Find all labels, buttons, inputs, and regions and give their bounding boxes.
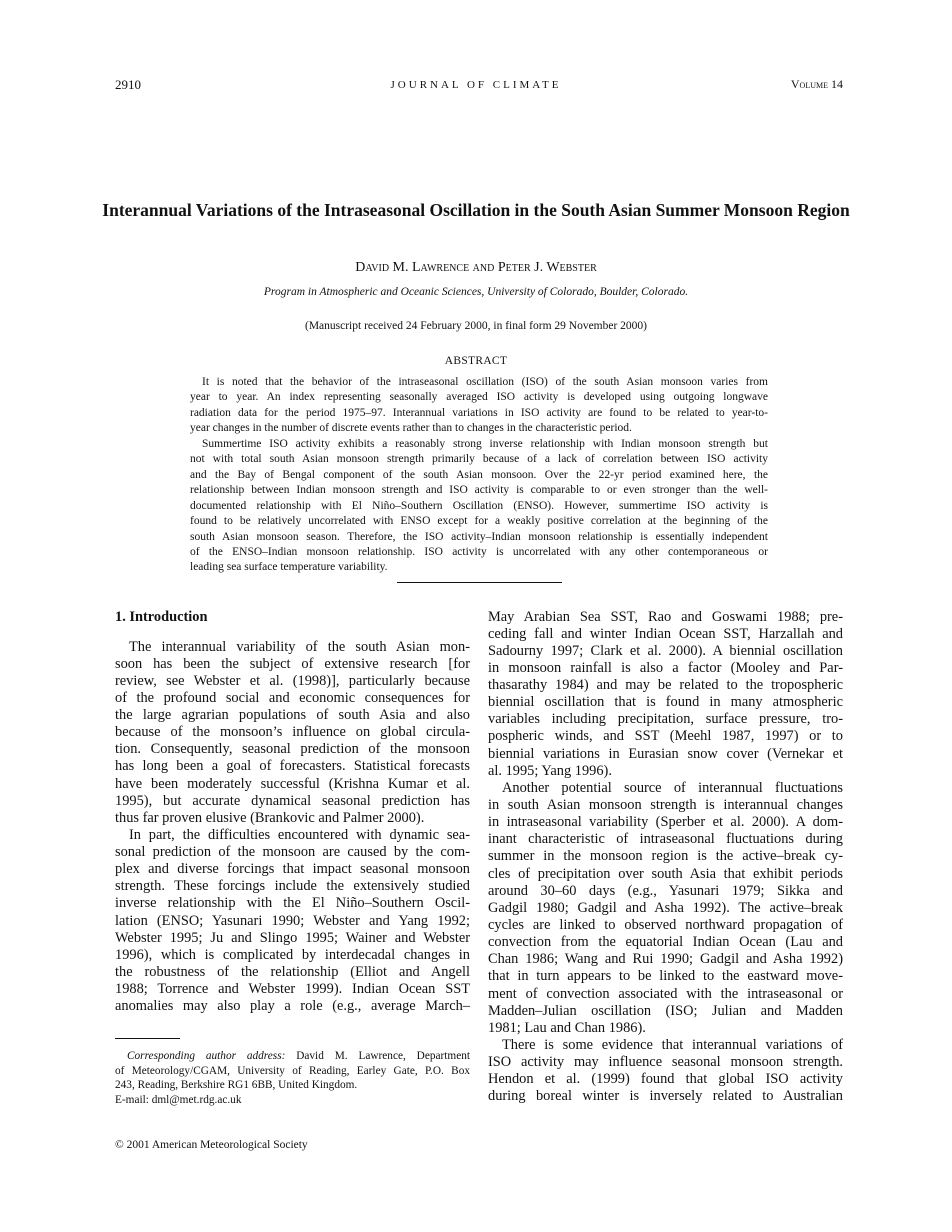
text-line: summer in the monsoon region is the active–break cy- — [488, 848, 843, 865]
text-line: cles of precipitation over south Asia that exhibit periods — [488, 865, 843, 882]
text-line: thus far proven elusive (Brankovic and Palmer 2000). — [115, 809, 425, 826]
footnote-line — [115, 1049, 470, 1064]
text-line: strength. These forcings include the extensively studied — [115, 878, 470, 895]
text-line: biennial variations in Eurasian snow cover (Vernekar et — [488, 745, 843, 762]
footnote-label: Corresponding author address: — [127, 1050, 286, 1062]
text-line: 1996), which is complicated by interdecadal changes in — [115, 946, 470, 963]
text-line: Madden–Julian oscillation (ISO; Julian and Madden — [488, 1002, 843, 1019]
text-line: because of the monsoon’s influence on global circula- — [115, 724, 470, 741]
text-line: There is some evidence that interannual variations of — [502, 1037, 843, 1054]
divider — [397, 582, 562, 583]
text-line: not with total south Asian monsoon strength primarily because of a lack of correlation between ISO activity — [190, 453, 768, 466]
text-line: Chan 1986; Wang and Rui 1990; Gadgil and Asha 1992) — [488, 951, 843, 968]
authors: David M. Lawrence and Peter J. Webster — [355, 260, 597, 275]
text-line: plex and diverse forcings that impact seasonal monsoon — [115, 861, 470, 878]
text-line: leading sea surface temperature variability. — [190, 561, 388, 574]
footnote-line: E-mail: dml@met.rdg.ac.uk — [115, 1094, 242, 1107]
left-column-body — [115, 639, 470, 1016]
text-line: found to be relatively uncorrelated with ENSO except for a weakly positive correlation at the beginning of the — [190, 515, 768, 528]
text-line: biennial oscillation that is found in many atmospheric — [488, 694, 843, 711]
text-line: inverse relationship with the El Niño–Southern Oscil- — [115, 895, 470, 912]
text-line: in intraseasonal variability (Sperber et al. 2000). A dom- — [488, 814, 843, 831]
abstract-heading: ABSTRACT — [444, 355, 508, 367]
text-line: The interannual variability of the south Asian mon- — [129, 638, 470, 655]
manuscript-dates: (Manuscript received 24 February 2000, in final form 29 November 2000) — [304, 320, 648, 332]
text-line: year changes in the number of discrete events rather than to changes in the characteristic period. — [190, 422, 632, 435]
text-line: It is noted that the behavior of the intraseasonal oscillation (ISO) of the south Asian monsoon varies from — [202, 376, 768, 388]
footnote — [115, 1049, 470, 1108]
text-line: Webster 1995; Ju and Slingo 1995; Wainer and Webster — [115, 929, 470, 946]
text-line: during boreal winter is inversely related to Australian — [488, 1088, 843, 1105]
text-line: review, see Webster et al. (1998)], particularly because — [115, 672, 470, 689]
text-line: Hendon et al. (1999) found that global ISO activity — [488, 1071, 843, 1088]
paper-title: Interannual Variations of the Intraseasonal Oscillation in the South Asian Summer Monsoon Region — [102, 200, 850, 220]
text-line: pospheric winds, and SST (Meehl 1987, 1997) or to — [488, 728, 843, 745]
text-line: year to year. An index representing seasonally averaged ISO activity is developed using outgoing longwave — [190, 391, 768, 404]
text-line: that in turn appears to be linked to the eastward move- — [488, 968, 843, 985]
text-line: in south Asian monsoon strength is interannual changes — [488, 797, 843, 814]
affiliation: Program in Atmospheric and Oceanic Sciences, University of Colorado, Boulder, Colorado. — [263, 286, 689, 298]
left-column — [115, 609, 470, 1015]
text-line: al. 1995; Yang 1996). — [488, 762, 612, 779]
text-line: inant characteristic of intraseasonal fluctuations during — [488, 831, 843, 848]
text-line: the robustness of the relationship (Elliot and Angell — [115, 963, 470, 980]
abstract-body — [190, 375, 768, 576]
text-line: soon has been the subject of extensive research [for — [115, 655, 470, 672]
text-line: tion. Consequently, seasonal prediction of the monsoon — [115, 741, 470, 758]
text-line: south Asian monsoon season. Therefore, the ISO activity–Indian monsoon relationship is essentially independent — [190, 530, 768, 543]
text-line: of the ENSO–Indian monsoon relationship. ISO activity is uncorrelated with any other contemporaneous or — [190, 545, 768, 558]
text-line: in monsoon rainfall is also a factor (Mooley and Par- — [488, 659, 843, 676]
text-line: Gadgil 1980; Gadgil and Asha 1992). The active–break — [488, 899, 843, 916]
footnote-divider — [115, 1038, 180, 1039]
text-line: 1981; Lau and Chan 1986). — [488, 1019, 646, 1036]
footnote-line: of Meteorology/CGAM, University of Reading, Earley Gate, P.O. Box — [115, 1064, 470, 1077]
footnote-line: 243, Reading, Berkshire RG1 6BB, United Kingdom. — [115, 1079, 358, 1092]
text-line: documented relationship with El Niño–Southern Oscillation (ENSO). However, summertime ISO activity is — [190, 499, 768, 512]
text-line: May Arabian Sea SST, Rao and Goswami 1988; pre- — [488, 608, 843, 625]
text-line: has long been a goal of forecasters. Statistical forecasts — [115, 758, 470, 775]
journal-name: JOURNAL OF CLIMATE — [390, 79, 562, 91]
text-line: ment of convection associated with the intraseasonal or — [488, 985, 843, 1002]
text-line: and the Bay of Bengal component of the south Asian monsoon. Over the 22-yr period examined here, the — [190, 468, 768, 481]
text-line: variables including precipitation, surface pressure, tro- — [488, 711, 843, 728]
text-line: thasarathy 1984) and may be related to the tropospheric — [488, 677, 843, 694]
text-line: cycles are linked to observed northward propagation of — [488, 917, 843, 934]
text-line: radiation data for the period 1975–97. Interannual variations in ISO activity are found to be related to year-to- — [190, 406, 768, 419]
text-line: convection from the equatorial Indian Ocean (Lau and — [488, 934, 843, 951]
copyright: © 2001 American Meteorological Society — [115, 1139, 308, 1151]
text-line: anomalies may also play a role (e.g., average March– — [115, 998, 470, 1015]
section-heading: 1. Introduction — [115, 609, 208, 625]
text-line: In part, the difficulties encountered with dynamic sea- — [129, 826, 470, 843]
text-line: ISO activity may influence seasonal monsoon strength. — [488, 1054, 843, 1071]
volume-number: Volume 14 — [790, 77, 843, 91]
text-line: relationship between Indian monsoon strength and ISO activity is comparable to or even stronger than the well- — [190, 484, 768, 497]
text-line: 1988; Torrence and Webster 1999). Indian Ocean SST — [115, 981, 470, 997]
text-line: around 30–60 days (e.g., Yasunari 1979; Sikka and — [488, 882, 843, 899]
text-line: ceding fall and winter Indian Ocean SST, Harzallah and — [488, 625, 843, 642]
text-line: sonal prediction of the monsoon are caused by the com- — [115, 844, 470, 860]
right-column — [488, 609, 843, 1106]
text-line: Sadourny 1997; Clark et al. 2000). A biennial oscillation — [488, 642, 843, 659]
page-number: 2910 — [115, 77, 141, 92]
text-line: Summertime ISO activity exhibits a reasonably strong inverse relationship with Indian monsoon strength but — [202, 437, 768, 450]
text-line: lation (ENSO; Yasunari 1990; Webster and Yang 1992; — [115, 912, 470, 929]
text-line: the large agrarian populations of south Asia and also — [115, 707, 470, 723]
text-line: Another potential source of interannual fluctuations — [502, 779, 843, 796]
footnote-text: David M. Lawrence, Department — [285, 1050, 470, 1062]
text-line: have been moderately successful (Krishna Kumar et al. — [115, 775, 470, 792]
text-line: 1995), but accurate dynamical seasonal prediction has — [115, 792, 470, 809]
text-line: of the profound social and economic consequences for — [115, 689, 470, 706]
